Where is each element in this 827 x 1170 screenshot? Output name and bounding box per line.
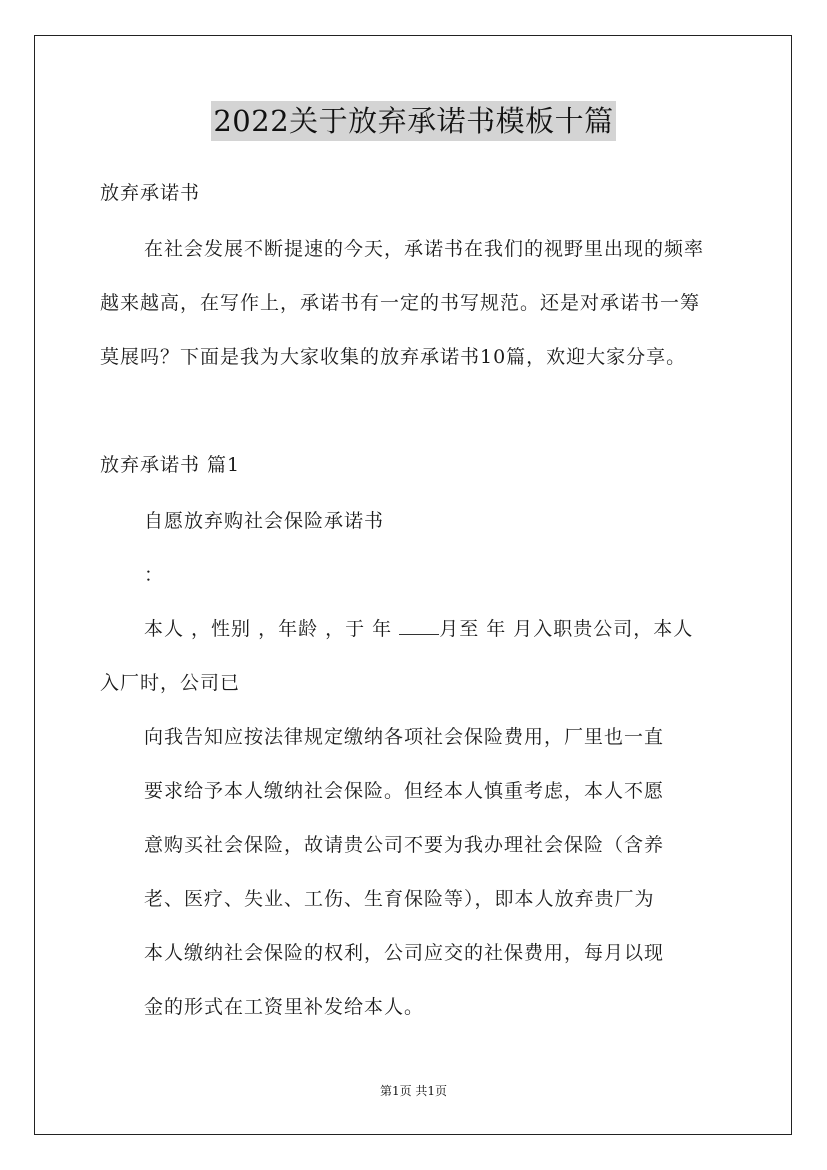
intro-heading: 放弃承诺书 <box>100 182 201 204</box>
fill-in-blank <box>399 616 439 635</box>
body-line-3: 向我告知应按法律规定缴纳各项社会保险费用，厂里也一直 <box>144 726 665 748</box>
body-line-5: 意购买社会保险，故请贵公司不要为我办理社会保险（含养 <box>144 834 665 856</box>
body-line-7: 本人缴纳社会保险的权利，公司应交的社保费用，每月以现 <box>144 942 665 964</box>
letter-title: 自愿放弃购社会保险承诺书 <box>144 510 385 532</box>
body-line-1 <box>144 616 693 642</box>
body-line-4: 要求给予本人缴纳社会保险。但经本人慎重考虑，本人不愿 <box>144 780 665 802</box>
salutation: ： <box>144 564 165 586</box>
body-line-1-part-b: 月至 年 月入职贵公司，本人 <box>439 618 694 640</box>
body-line-8: 金的形式在工资里补发给本人。 <box>144 996 425 1018</box>
section-heading: 放弃承诺书 篇1 <box>100 454 241 476</box>
body-line-2: 入厂时，公司已 <box>100 672 241 694</box>
body-line-1-part-a: 本人 ，性别 ，年龄 ，于 年 <box>144 618 400 640</box>
intro-line-3: 莫展吗？下面是我为大家收集的放弃承诺书10篇，欢迎大家分享。 <box>100 346 687 368</box>
intro-line-2: 越来越高，在写作上，承诺书有一定的书写规范。还是对承诺书一筹 <box>100 292 701 314</box>
page-footer: 第1页 共1页 <box>379 1084 448 1098</box>
title-wrap <box>0 101 827 141</box>
document-title: 2022关于放弃承诺书模板十篇 <box>211 101 615 141</box>
body-line-6: 老、医疗、失业、工伤、生育保险等），即本人放弃贵厂为 <box>144 888 655 910</box>
intro-line-1: 在社会发展不断提速的今天，承诺书在我们的视野里出现的频率 <box>144 238 705 260</box>
